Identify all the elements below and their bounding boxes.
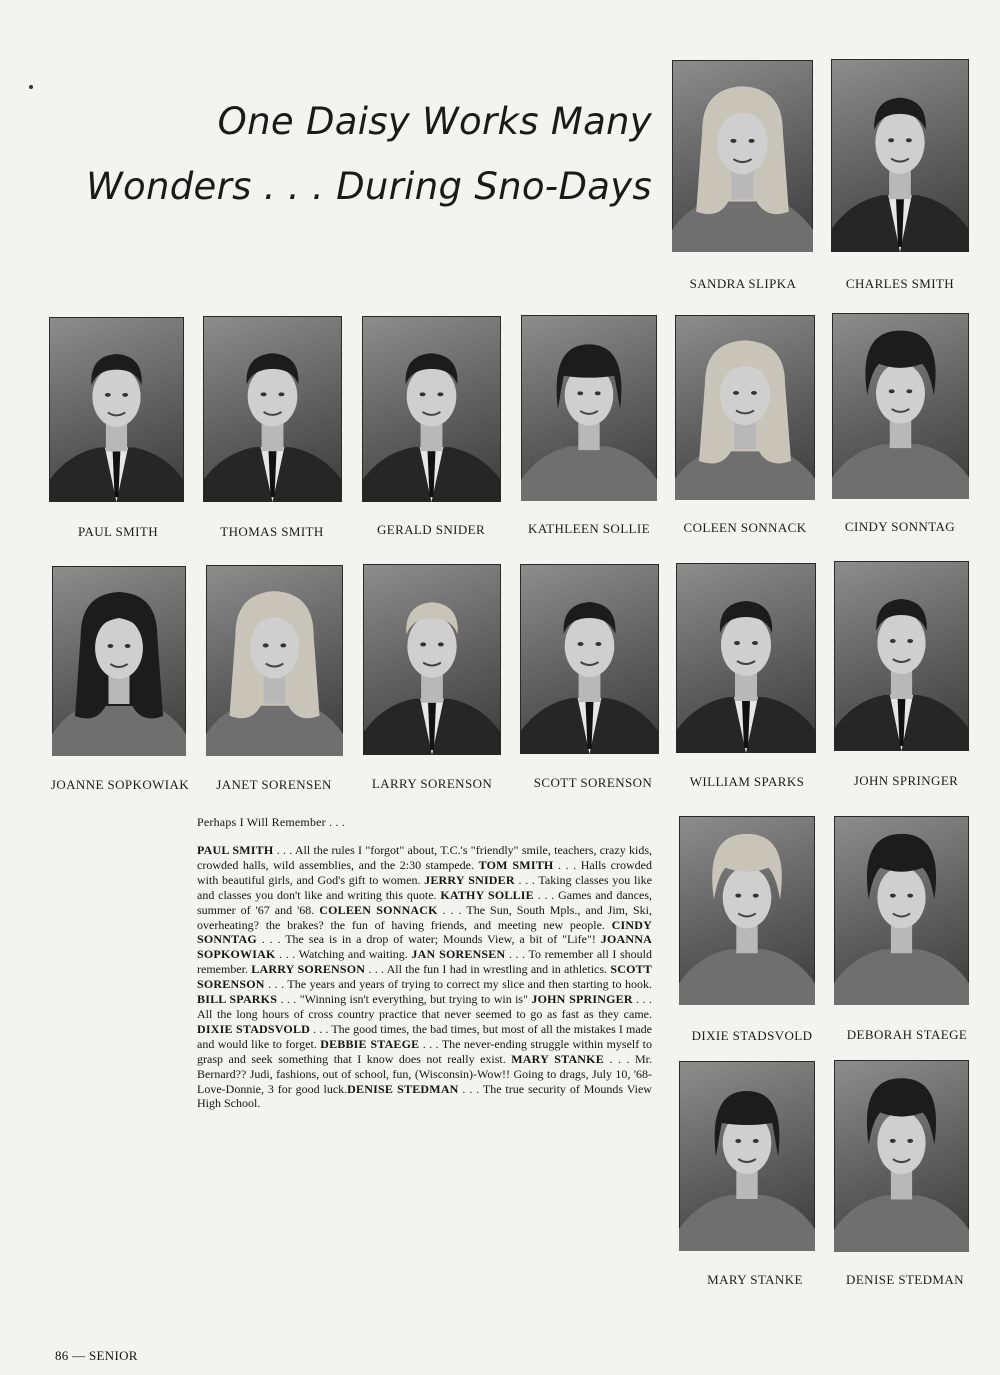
eye <box>733 391 739 395</box>
eye <box>735 894 741 898</box>
eye <box>906 138 912 142</box>
quotes-heading: Perhaps I Will Remember . . . <box>197 815 346 829</box>
eye <box>735 1139 741 1143</box>
student-name: KATHLEEN SOLLIE <box>528 521 650 536</box>
clothing <box>834 949 969 1005</box>
portrait <box>49 317 184 502</box>
face <box>721 614 771 676</box>
eye <box>734 641 740 645</box>
face <box>250 616 299 678</box>
quote-text: . . . Games and dances, summer of '67 and '68. <box>197 887 652 917</box>
eye <box>752 641 758 645</box>
eye <box>278 392 284 396</box>
quote-student-name: SCOTT SORENSON <box>197 962 653 992</box>
portrait <box>831 59 969 252</box>
portrait <box>834 1060 969 1252</box>
quote-student-name: PAUL SMITH <box>197 843 274 857</box>
student-name: GERALD SNIDER <box>376 522 486 537</box>
clothing <box>832 444 969 499</box>
student-photo <box>49 317 184 502</box>
face <box>877 1112 925 1175</box>
quote-text: . . . Taking classes you like and classes you don't like and writing this quote. <box>197 872 652 902</box>
portrait <box>675 315 815 500</box>
eye <box>753 894 759 898</box>
portrait <box>203 316 342 502</box>
portrait <box>672 60 813 252</box>
quote-student-name: JOHN SPRINGER <box>531 992 633 1007</box>
student-name: JOANNE SOPKOWIAK <box>50 777 190 792</box>
eye <box>751 391 757 395</box>
eye <box>280 643 286 647</box>
student-name: DIXIE STADSVOLD <box>691 1028 813 1043</box>
quote-student-name: JAN SORENSEN <box>411 947 506 962</box>
face <box>723 867 772 929</box>
student-photo <box>834 1060 969 1252</box>
student-name: DENISE STEDMAN <box>846 1272 964 1287</box>
eye <box>890 639 896 643</box>
senior-quotes <box>197 843 652 1111</box>
student-photo <box>52 566 186 756</box>
student-name: DEBORAH STAEGE <box>846 1027 968 1042</box>
eye <box>890 1139 896 1143</box>
student-photo <box>834 561 969 751</box>
student-photo <box>672 60 813 252</box>
eye <box>753 1139 759 1143</box>
clothing <box>675 445 815 500</box>
quote-text: . . . The never-ending struggle within myself to grasp and seek something that I know does not really exist. <box>197 1036 652 1066</box>
quote-text: . . . The Sun, South Mpls., and Jim, Ski, overheating? the brakes? the fun of having friends, and meeting new people. <box>197 902 653 932</box>
student-photo <box>832 313 969 499</box>
student-photo <box>675 315 815 500</box>
student-name: JANET SORENSEN <box>216 777 332 792</box>
portrait <box>832 313 969 499</box>
eye <box>420 642 426 646</box>
face <box>877 867 925 929</box>
eye <box>437 392 443 396</box>
eye <box>577 391 583 395</box>
quote-student-name: LARRY SORENSON <box>251 962 366 977</box>
clothing <box>52 700 186 756</box>
quote-student-name: JOANNA SOPKOWIAK <box>197 932 652 962</box>
clothing <box>679 1195 815 1251</box>
portrait <box>521 315 657 501</box>
eye <box>595 642 601 646</box>
quote-student-name: TOM SMITH <box>478 857 554 872</box>
eye <box>261 392 267 396</box>
quote-student-name: MARY STANKE <box>511 1051 604 1066</box>
portrait <box>52 566 186 756</box>
quote-text: . . . All the fun I had in wrestling and in athletics. <box>365 962 611 977</box>
eye <box>125 644 131 648</box>
student-photo <box>834 816 969 1005</box>
face <box>877 612 925 674</box>
face <box>248 366 298 427</box>
eye <box>263 643 269 647</box>
eye <box>122 393 128 397</box>
eye <box>595 391 601 395</box>
clothing <box>834 1195 969 1252</box>
quote-text: . . . To remember all I should remember. <box>197 947 652 977</box>
face <box>95 617 143 679</box>
student-photo <box>362 316 501 502</box>
student-name: JOHN SPRINGER <box>853 773 959 788</box>
eye <box>906 389 912 393</box>
quote-text: . . . Watching and waiting. <box>275 947 412 962</box>
face <box>407 366 457 427</box>
quote-text: . . . Mr. Bernard?? Judi, fashions, out of school, fun, (Wisconsin)-Wow!! Going to drags, July 10, '68-Love-Donnie, 3 for good luck. <box>197 1051 652 1096</box>
student-name: WILLIAM SPARKS <box>689 774 805 789</box>
quote-student-name: KATHY SOLLIE <box>440 887 534 902</box>
eye <box>907 1139 913 1143</box>
quote-student-name: DIXIE STADSVOLD <box>197 1021 311 1036</box>
face <box>875 111 924 174</box>
quote-student-name: CINDY SONNTAG <box>197 917 652 947</box>
quote-text: . . . The years and years of trying to correct my slice and then starting to hook. <box>264 977 652 992</box>
student-name: CINDY SONNTAG <box>844 519 956 534</box>
clothing <box>206 700 343 756</box>
eye <box>907 894 913 898</box>
student-photo <box>521 315 657 501</box>
eye <box>749 139 755 143</box>
quote-student-name: DENISE STEDMAN <box>347 1081 459 1096</box>
face <box>407 615 456 677</box>
student-photo <box>679 1061 815 1251</box>
quote-text: . . . "Winning isn't everything, but trying to win is" <box>277 992 532 1007</box>
quote-student-name: JERRY SNIDER <box>424 872 515 887</box>
portrait <box>834 561 969 751</box>
student-name: MARY STANKE <box>707 1272 803 1287</box>
quote-text: . . . The sea is in a drop of water; Mounds View, a bit of "Life"! <box>256 932 601 947</box>
student-name: LARRY SORENSON <box>371 776 493 791</box>
face <box>876 363 925 424</box>
portrait <box>834 816 969 1005</box>
quote-text: . . . All the long hours of cross country practice that never seemed to go as fast as they came. <box>197 992 652 1021</box>
portrait <box>679 816 815 1005</box>
student-name: COLEEN SONNACK <box>683 520 807 535</box>
quote-student-name: DEBBIE STAEGE <box>320 1036 420 1051</box>
face <box>720 365 770 425</box>
quote-text: . . . Halls crowded with beautiful girls, and God's gift to women. <box>197 857 652 887</box>
page-title-line-2: Wonders . . . During Sno-Days <box>86 165 652 208</box>
portrait <box>520 564 659 754</box>
quote-text: . . . All the rules I "forgot" about, T.C.'s "friendly" smile, teachers, crazy kids, crowded halls, wild assemblies, and the 2:30 stampede. <box>197 843 652 872</box>
eye <box>578 642 584 646</box>
quote-text: . . . The good times, the bad times, but most of all the mistakes I made and would like to forget. <box>197 1021 652 1051</box>
eye <box>888 138 894 142</box>
clothing <box>672 195 813 252</box>
portrait <box>679 1061 815 1251</box>
page-title-line-1: One Daisy Works Many <box>217 100 652 143</box>
portrait <box>676 563 816 753</box>
eye <box>890 894 896 898</box>
quote-text: . . . The true security of Mounds View High School. <box>197 1081 652 1111</box>
face <box>92 367 140 427</box>
eye <box>108 644 114 648</box>
quote-student-name: COLEEN SONNACK <box>319 902 438 917</box>
student-name: THOMAS SMITH <box>220 524 324 539</box>
student-name: CHARLES SMITH <box>845 276 955 291</box>
eye <box>730 139 736 143</box>
student-photo <box>363 564 501 755</box>
student-name: SANDRA SLIPKA <box>689 276 797 291</box>
student-photo <box>520 564 659 754</box>
student-photo <box>676 563 816 753</box>
face <box>717 112 767 175</box>
eye <box>420 392 426 396</box>
portrait <box>362 316 501 502</box>
page-footer: 86 — SENIOR <box>55 1348 138 1363</box>
clothing <box>679 949 815 1005</box>
portrait <box>363 564 501 755</box>
student-name: PAUL SMITH <box>78 524 158 539</box>
face <box>565 615 615 677</box>
eye <box>907 639 913 643</box>
eye <box>889 389 895 393</box>
student-name: SCOTT SORENSON <box>533 775 653 790</box>
eye <box>438 642 444 646</box>
portrait <box>206 565 343 756</box>
stray-mark <box>29 85 33 89</box>
student-photo <box>831 59 969 252</box>
quote-student-name: BILL SPARKS <box>197 992 278 1007</box>
student-photo <box>679 816 815 1005</box>
student-photo <box>206 565 343 756</box>
eye <box>105 393 111 397</box>
clothing <box>521 446 657 501</box>
student-photo <box>203 316 342 502</box>
